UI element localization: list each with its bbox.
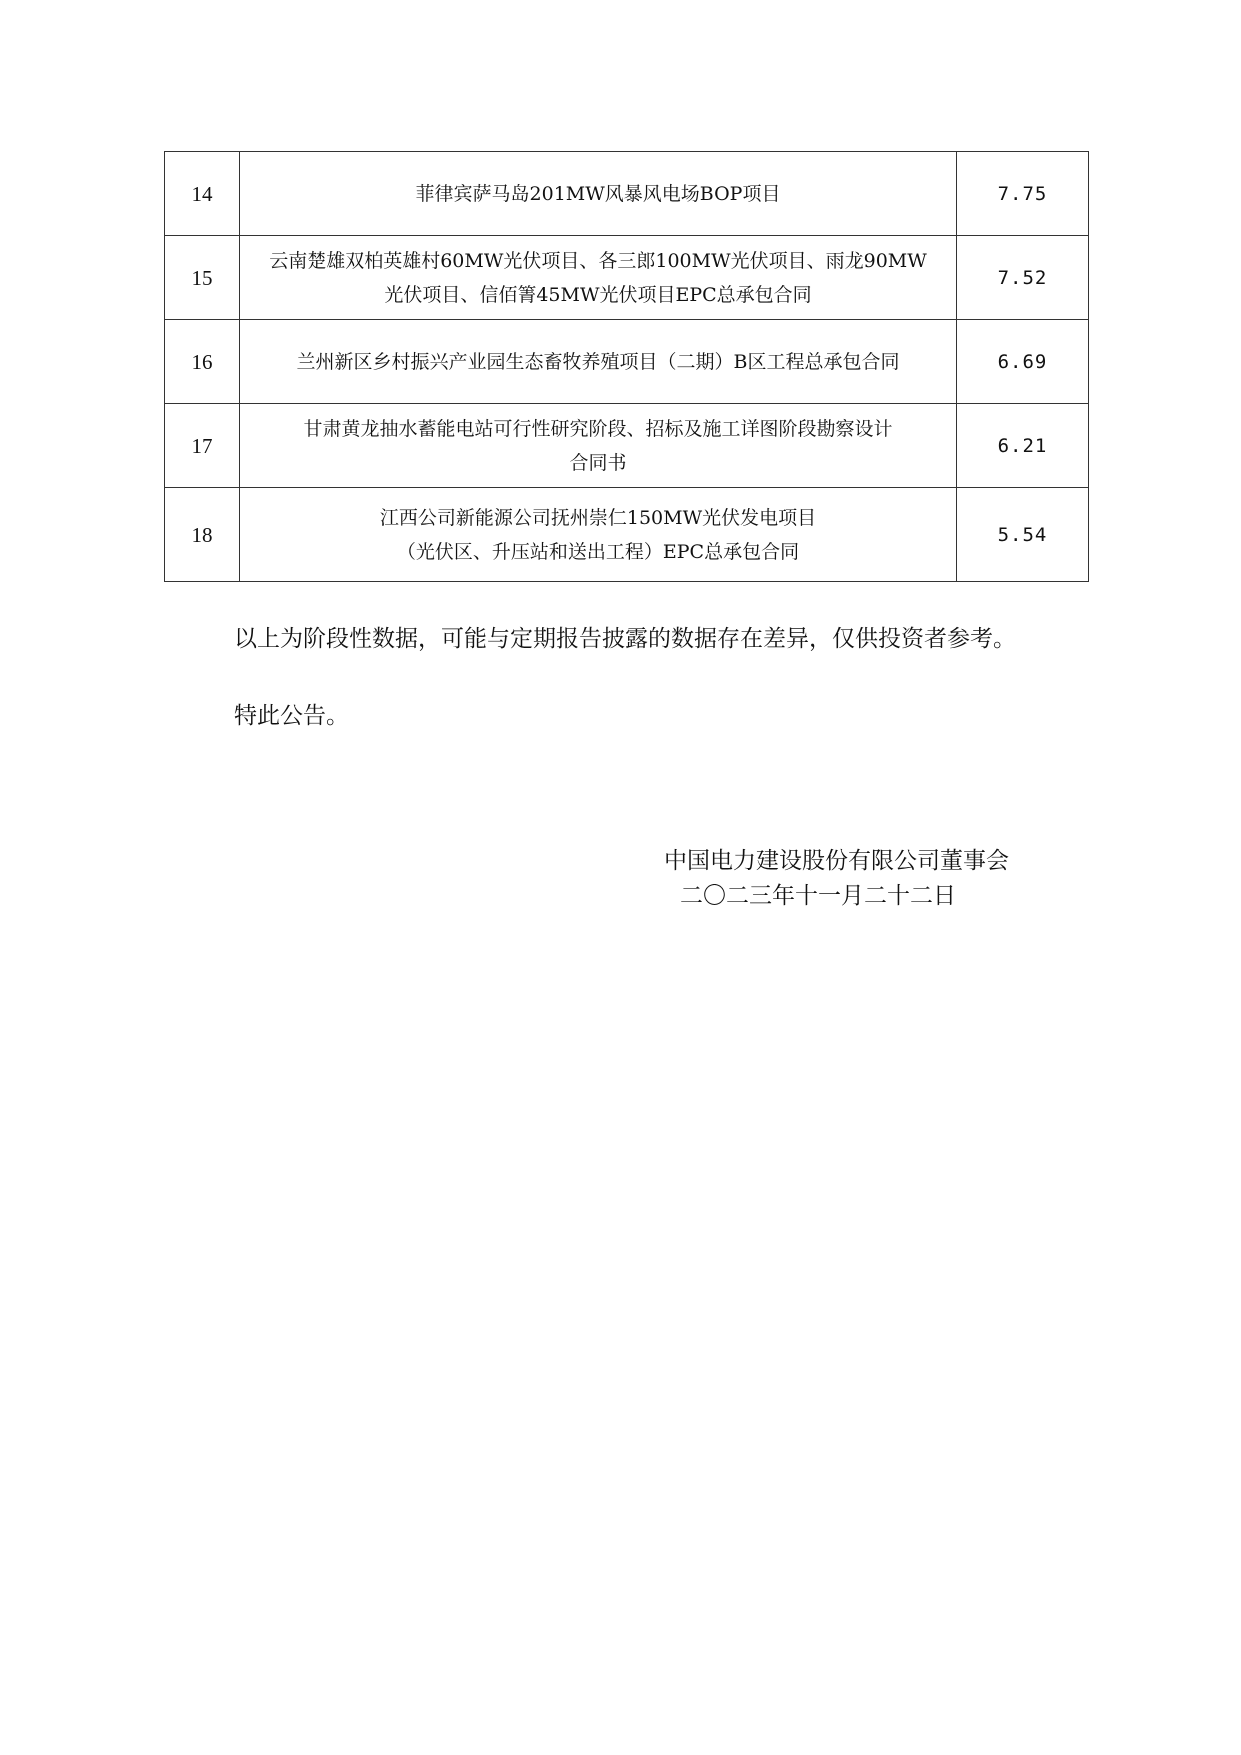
project-name bbox=[240, 152, 957, 236]
row-number: 17 bbox=[165, 404, 240, 488]
project-name-line: 甘肃黄龙抽水蓄能电站可行性研究阶段、招标及施工详图阶段勘察设计 bbox=[303, 417, 893, 440]
project-name-line: （光伏区、升压站和送出工程）EPC总承包合同 bbox=[396, 540, 800, 563]
row-number: 14 bbox=[165, 152, 240, 236]
contract-amount: 6.21 bbox=[957, 404, 1089, 488]
table-row bbox=[165, 404, 1089, 488]
row-number: 16 bbox=[165, 320, 240, 404]
row-number: 15 bbox=[165, 236, 240, 320]
project-name-line: 光伏项目、信佰箐45MW光伏项目EPC总承包合同 bbox=[384, 283, 812, 306]
contracts-table bbox=[164, 151, 1089, 582]
table-row bbox=[165, 320, 1089, 404]
project-name-line: 合同书 bbox=[569, 451, 627, 474]
signature-date: 二〇二三年十一月二十二日 bbox=[680, 883, 956, 909]
contract-amount: 7.75 bbox=[957, 152, 1089, 236]
table-row bbox=[165, 488, 1089, 582]
table-row bbox=[165, 152, 1089, 236]
project-name-line: 兰州新区乡村振兴产业园生态畜牧养殖项目（二期）B区工程总承包合同 bbox=[296, 350, 900, 373]
project-name bbox=[240, 404, 957, 488]
contract-amount: 7.52 bbox=[957, 236, 1089, 320]
project-name bbox=[240, 320, 957, 404]
disclaimer-paragraph: 以上为阶段性数据，可能与定期报告披露的数据存在差异，仅供投资者参考。 bbox=[234, 626, 1016, 652]
row-number: 18 bbox=[165, 488, 240, 582]
table-row bbox=[165, 236, 1089, 320]
project-name-line: 菲律宾萨马岛201MW风暴风电场BOP项目 bbox=[415, 182, 781, 205]
project-name bbox=[240, 488, 957, 582]
project-name-line: 江西公司新能源公司抚州崇仁150MW光伏发电项目 bbox=[379, 506, 817, 529]
contract-amount: 6.69 bbox=[957, 320, 1089, 404]
project-name bbox=[240, 236, 957, 320]
closing-paragraph: 特此公告。 bbox=[234, 703, 349, 729]
signature-company: 中国电力建设股份有限公司董事会 bbox=[664, 848, 1009, 874]
project-name-line: 云南楚雄双柏英雄村60MW光伏项目、各三郎100MW光伏项目、雨龙90MW bbox=[269, 249, 927, 272]
contract-amount: 5.54 bbox=[957, 488, 1089, 582]
